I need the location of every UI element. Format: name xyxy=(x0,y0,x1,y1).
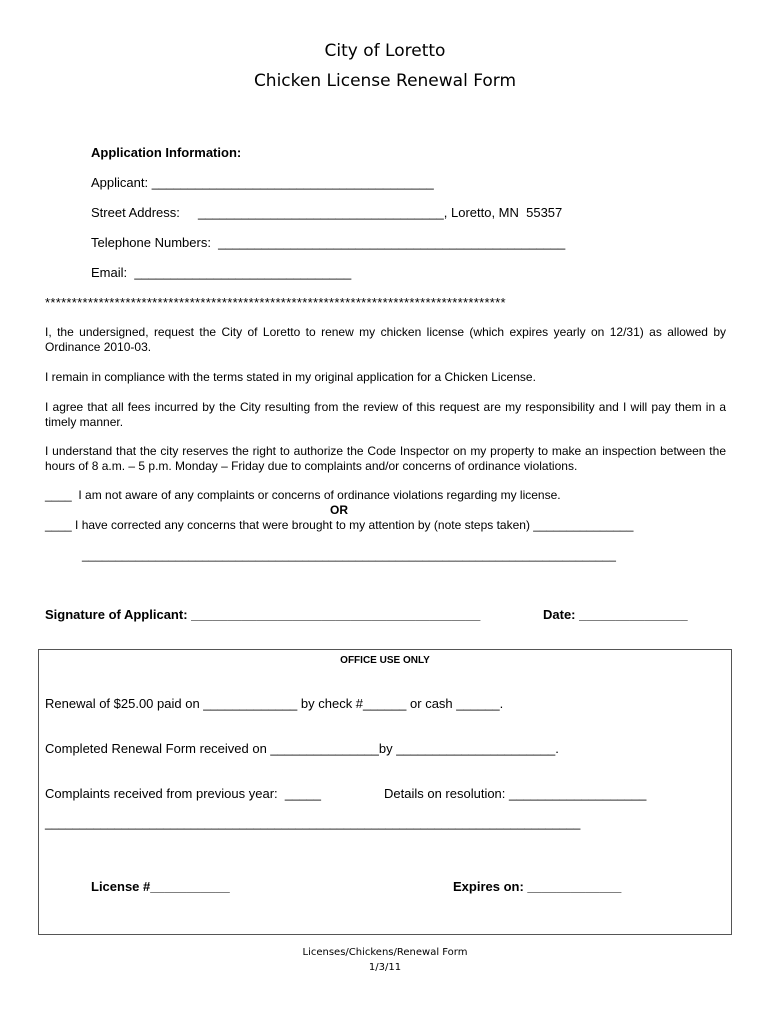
street-address-field: Street Address: __________________________________, Loretto, MN 55357 xyxy=(91,205,563,220)
renewal-request-text: I, the undersigned, request the City of Loretto to renew my chicken license (which expires yearly on 12/31) as allowed by Ordinance 2010-03. xyxy=(45,325,726,354)
complaints-line: Complaints received from previous year: _____ xyxy=(45,786,322,801)
form-received-line: Completed Renewal Form received on _______________by ______________________. xyxy=(45,741,559,756)
form-title: Chicken License Renewal Form xyxy=(253,71,517,91)
fees-text: I agree that all fees incurred by the City resulting from the review of this request are my responsibility and I will pay them in a timely manner. xyxy=(45,400,726,429)
email-field: Email: ______________________________ xyxy=(91,265,352,280)
application-heading: Application Information: xyxy=(91,145,242,160)
not-aware-option: ____ I am not aware of any complaints or concerns of ordinance violations regarding my license. xyxy=(45,488,561,502)
office-notes-line: _____________________________________________________________________________ xyxy=(45,816,581,830)
city-title: City of Loretto xyxy=(324,41,446,61)
renewal-payment-line: Renewal of $25.00 paid on _____________ by check #______ or cash ______. xyxy=(45,696,504,711)
notes-line: ________________________________________________________________________________ xyxy=(82,548,616,562)
telephone-field: Telephone Numbers: ________________________________________________ xyxy=(91,235,566,250)
resolution-details-line: Details on resolution: ___________________ xyxy=(384,786,647,801)
license-number-field: License #___________ xyxy=(91,879,230,894)
footer-path: Licenses/Chickens/Renewal Form xyxy=(302,947,468,958)
signature-date: Date: _______________ xyxy=(543,607,688,622)
or-separator: OR xyxy=(330,503,348,517)
office-use-heading: OFFICE USE ONLY xyxy=(340,655,430,666)
footer-date: 1/3/11 xyxy=(368,962,402,973)
inspection-text: I understand that the city reserves the right to authorize the Code Inspector on my property to make an inspection between the hours of 8 a.m. – 5 p.m. Monday – Friday due to complaints and/or concerns of ordinance violations. xyxy=(45,444,726,473)
compliance-text: I remain in compliance with the terms stated in my original application for a Chicken License. xyxy=(45,370,536,384)
separator-line: ************************************************************************************** xyxy=(45,295,506,310)
expires-on-field: Expires on: _____________ xyxy=(453,879,622,894)
corrected-option: ____ I have corrected any concerns that were brought to my attention by (note steps taken) _______________ xyxy=(45,518,634,532)
applicant-signature: Signature of Applicant: ________________________________________ xyxy=(45,607,481,622)
applicant-field: Applicant: _______________________________________ xyxy=(91,175,434,190)
